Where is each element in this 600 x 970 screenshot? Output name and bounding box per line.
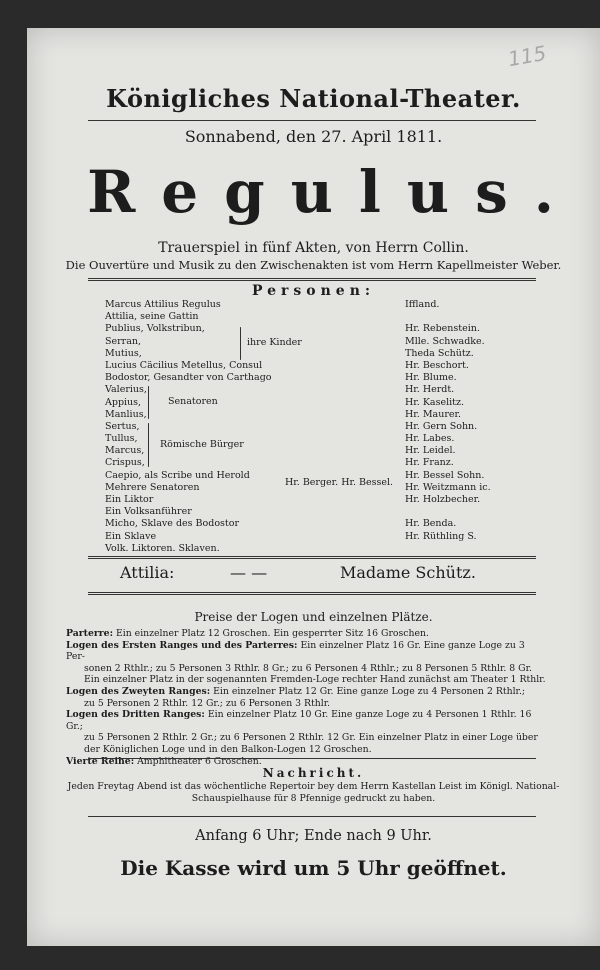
cast-role: Manlius, <box>105 408 147 420</box>
cast-actor <box>405 543 491 555</box>
brace <box>148 423 149 467</box>
cast-actor: Hr. Holzbecher. <box>405 494 481 505</box>
cast-actor: Hr. Gern Sohn. <box>405 420 478 432</box>
cast-actor <box>405 506 491 518</box>
brace <box>240 327 241 360</box>
brace <box>148 386 149 419</box>
cast-role: Ein Sklave <box>105 530 157 542</box>
prices-list <box>66 628 546 767</box>
group-label-senatoren: Senatoren <box>168 396 218 407</box>
price-text: der Königlichen Loge und in den Balkon-Logen 12 Groschen. <box>84 743 372 755</box>
cast-role: Volk. Liktoren. Sklaven. <box>105 542 220 554</box>
play-title: Regulus. <box>87 158 580 226</box>
price-text: zu 5 Personen 2 Rthlr. 2 Gr.; zu 6 Personen 2 Rthlr. 12 Gr. Ein einzelner Platz in einer Loge über <box>84 732 538 744</box>
performance-times: Anfang 6 Uhr; Ende nach 9 Uhr. <box>195 828 432 844</box>
notice-line: Schauspielhause für 8 Pfennige gedruckt zu haben. <box>191 793 436 804</box>
divider <box>88 816 536 817</box>
cast-role: Sertus, <box>105 420 140 432</box>
special-dashes: — — <box>230 563 268 582</box>
cast-actor: Hr. Herdt. <box>405 384 455 396</box>
price-line <box>66 698 546 710</box>
group-label-buerger: Römische Bürger <box>160 439 244 450</box>
cast-role: Lucius Cäcilius Metellus, Consul <box>105 359 263 371</box>
price-line <box>66 732 546 744</box>
divider <box>88 120 536 121</box>
cast-role: Tullus, <box>105 433 138 445</box>
cast-role: Micho, Sklave des Bodostor <box>105 518 239 530</box>
price-text: Ein einzelner Platz 12 Gr. Eine ganze Loge zu 4 Personen 2 Rthlr.; <box>213 685 526 697</box>
cast-role: Appius, <box>105 396 142 408</box>
cast-heading: Personen: <box>251 283 376 299</box>
box-office-note: Die Kasse wird um 5 Uhr geöffnet. <box>120 856 507 880</box>
notice-text <box>27 781 600 805</box>
play-subtitle: Trauerspiel in fünf Akten, von Herrn Collin. <box>158 240 469 256</box>
price-text: Ein einzelner Platz 12 Groschen. Ein gesperrter Sitz 16 Groschen. <box>115 628 429 639</box>
cast-actor: Iffland. <box>405 299 440 310</box>
theater-name: Königliches National-Theater. <box>106 84 521 113</box>
cast-actor: Theda Schütz. <box>405 347 474 359</box>
cast-role: Marcus, <box>105 445 145 457</box>
price-text: Amphitheater 6 Groschen. <box>137 755 262 767</box>
cast-role: Mehrere Senatoren <box>105 481 200 493</box>
cast-actor: Hr. Beschort. <box>405 359 469 371</box>
music-note: Die Ouvertüre und Musik zu den Zwischenakten ist vom Herrn Kapellmeister Weber. <box>65 258 562 272</box>
cast-role: Ein Liktor <box>105 494 154 505</box>
price-text: Ein einzelner Platz 16 Gr. Eine ganze Loge zu 3 Per- <box>66 639 525 663</box>
special-actor: Madame Schütz. <box>340 563 476 582</box>
notice-line: Jeden Freytag Abend ist das wöchentliche Repertoir bey dem Herrn Kastellan Leist im Königl. National- <box>67 781 560 792</box>
senatoren-actors: Hr. Berger. Hr. Bessel. <box>285 477 394 488</box>
price-text: sonen 2 Rthlr.; zu 5 Personen 3 Rthlr. 8 Gr.; zu 6 Personen 4 Rthlr.; zu 8 Personen 5 Rthlr. 8 Gr. <box>84 662 532 674</box>
price-label: Vierte Reihe: <box>66 755 135 767</box>
cast-actor: Hr. Leidel. <box>405 445 456 457</box>
cast-actor: Hr. Weitzmann ic. <box>405 481 491 493</box>
notice-heading: Nachricht. <box>262 766 365 780</box>
cast-actor: Hr. Benda. <box>405 518 457 530</box>
cast-role: Attilia, seine Gattin <box>105 311 199 323</box>
price-text: Ein einzelner Platz 10 Gr. Eine ganze Loge zu 4 Personen 1 Rthlr. 16 Gr.; <box>66 709 532 732</box>
price-line <box>66 640 546 663</box>
cast-actor: Hr. Kaselitz. <box>405 396 464 408</box>
special-role: Attilia: <box>120 563 175 582</box>
divider <box>88 556 536 559</box>
price-label: Logen des Zweyten Ranges: <box>66 685 211 697</box>
cast-actors-list <box>405 299 491 555</box>
cast-role: Ein Volksanführer <box>105 506 192 518</box>
price-text: Ein einzelner Platz in der sogenannten Fremden-Loge rechter Hand zunächst am Theater 1 Rthlr. <box>84 674 546 686</box>
cast-role: Crispus, <box>105 457 145 469</box>
divider <box>88 758 536 759</box>
cast-role: Mutius, <box>105 347 142 359</box>
cast-actor: Hr. Rebenstein. <box>405 323 480 335</box>
cast-actor: Hr. Franz. <box>405 457 454 469</box>
price-line <box>66 674 546 686</box>
price-label: Parterre: <box>66 628 114 639</box>
cast-role: Caepio, als Scribe und Herold <box>105 469 250 481</box>
cast-role: Serran, <box>105 335 142 347</box>
price-line <box>66 744 546 756</box>
price-line <box>66 663 546 675</box>
cast-role: Publius, Volkstribun, <box>105 323 205 335</box>
pencil-page-number: 115 <box>506 40 548 72</box>
cast-actor: Hr. Maurer. <box>405 408 462 420</box>
price-label: Logen des Dritten Ranges: <box>66 709 205 721</box>
cast-actor: Mlle. Schwadke. <box>405 335 485 347</box>
group-label-kinder: ihre Kinder <box>247 337 302 348</box>
performance-date: Sonnabend, den 27. April 1811. <box>184 127 443 146</box>
prices-heading: Preise der Logen und einzelnen Plätze. <box>194 610 433 624</box>
price-label: Logen des Ersten Ranges und des Parterres: <box>66 639 298 651</box>
divider <box>88 592 536 595</box>
price-line <box>66 628 546 640</box>
cast-actor: Hr. Blume. <box>405 372 457 384</box>
divider <box>88 278 536 281</box>
cast-actor: Hr. Labes. <box>405 433 455 445</box>
cast-actor: Hr. Rüthling S. <box>405 530 477 542</box>
cast-actor: Hr. Bessel Sohn. <box>405 469 485 481</box>
price-line <box>66 709 546 732</box>
cast-role: Marcus Attilius Regulus <box>105 299 221 310</box>
price-text: zu 5 Personen 2 Rthlr. 12 Gr.; zu 6 Personen 3 Rthlr. <box>84 697 331 709</box>
cast-role: Valerius, <box>105 384 147 396</box>
price-line <box>66 686 546 698</box>
cast-actor <box>405 311 491 323</box>
cast-role: Bodostor, Gesandter von Carthago <box>105 372 272 384</box>
